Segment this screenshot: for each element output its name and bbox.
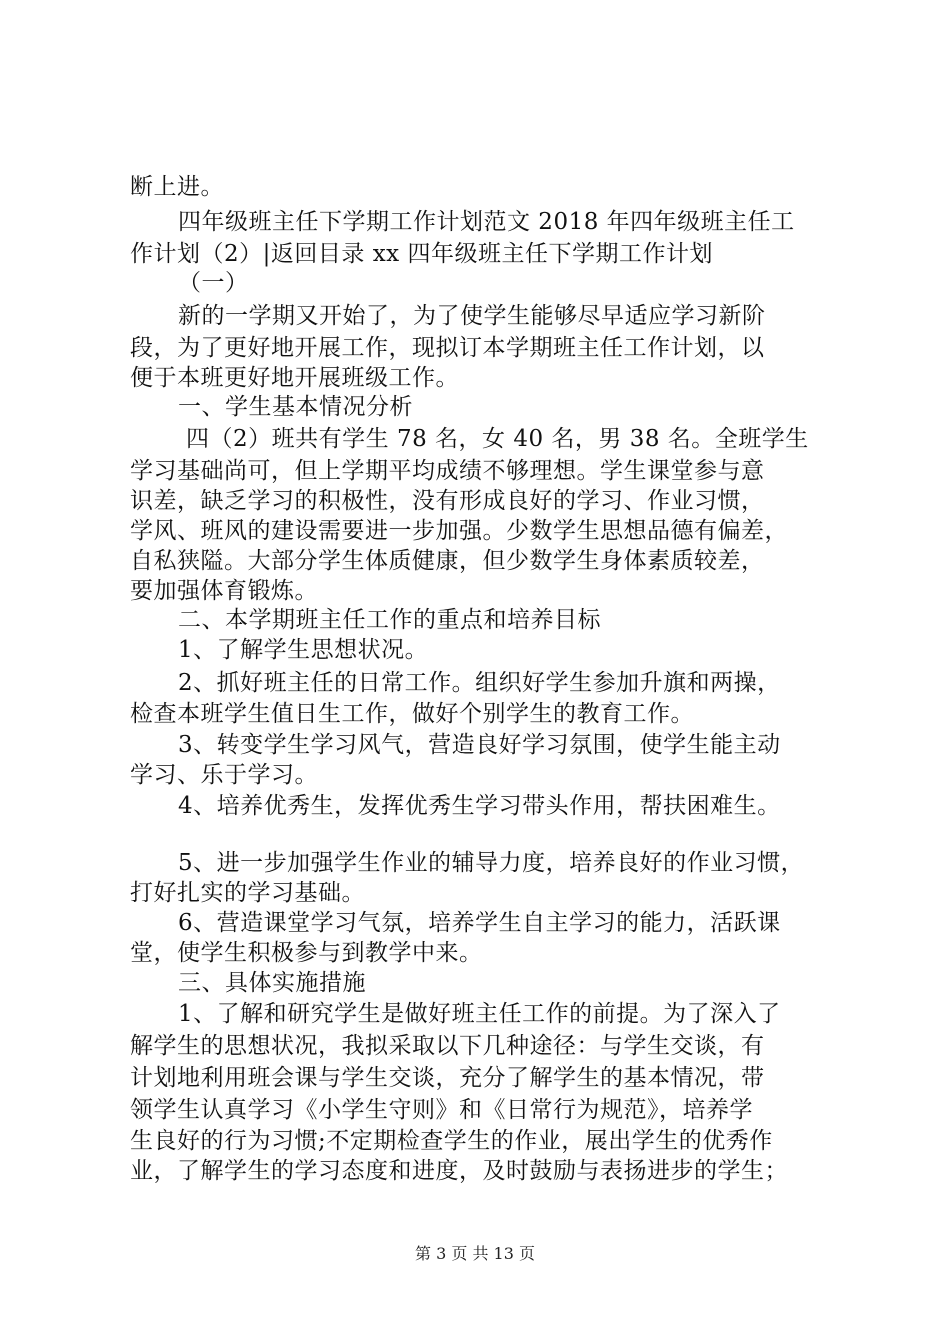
text-line: （一） <box>178 270 249 296</box>
section-heading: 一、学生基本情况分析 <box>178 394 413 420</box>
text-line: 学习基础尚可，但上学期平均成绩不够理想。学生课堂参与意 <box>130 458 765 484</box>
text-line: 断上进。 <box>130 174 224 200</box>
text-line: 解学生的思想状况，我拟采取以下几种途径：与学生交谈，有 <box>130 1033 765 1059</box>
text-line: 6、营造课堂学习气氛，培养学生自主学习的能力，活跃课 <box>178 910 781 936</box>
text-line: 计划地利用班会课与学生交谈，充分了解学生的基本情况，带 <box>130 1065 765 1091</box>
text-line: 4、培养优秀生，发挥优秀生学习带头作用，帮扶困难生。 <box>178 793 781 819</box>
text-line: 5、进一步加强学生作业的辅导力度，培养良好的作业习惯， <box>178 850 805 876</box>
text-line: 领学生认真学习《小学生守则》和《日常行为规范》，培养学 <box>130 1097 753 1123</box>
text-line: 要加强体育锻炼。 <box>130 578 318 604</box>
text-line: 打好扎实的学习基础。 <box>130 880 365 906</box>
text-line: 段，为了更好地开展工作，现拟订本学期班主任工作计划，以 <box>130 335 765 361</box>
text-line: 检查本班学生值日生工作，做好个别学生的教育工作。 <box>130 701 694 727</box>
text-line: 学风、班风的建设需要进一步加强。少数学生思想品德有偏差， <box>130 518 788 544</box>
text-line: 四年级班主任下学期工作计划范文 2018 年四年级班主任工 <box>178 209 795 235</box>
text-line: 1、了解学生思想状况。 <box>178 637 429 663</box>
text-line: 新的一学期又开始了，为了使学生能够尽早适应学习新阶 <box>178 303 766 329</box>
text-line: 生良好的行为习惯;不定期检查学生的作业，展出学生的优秀作 <box>130 1128 773 1154</box>
section-heading: 二、本学期班主任工作的重点和培养目标 <box>178 607 601 633</box>
text-line: 3、转变学生学习风气，营造良好学习氛围，使学生能主动 <box>178 732 781 758</box>
text-line: 2、抓好班主任的日常工作。组织好学生参加升旗和两操， <box>178 670 781 696</box>
section-heading: 三、具体实施措施 <box>178 970 366 996</box>
text-line: 四（2）班共有学生 78 名，女 40 名，男 38 名。全班学生 <box>186 426 809 452</box>
page-number-footer: 第 3 页 共 13 页 <box>415 1244 535 1263</box>
text-line: 自私狭隘。大部分学生体质健康，但少数学生身体素质较差， <box>130 548 765 574</box>
text-line: 学习、乐于学习。 <box>130 762 318 788</box>
text-line: 业，了解学生的学习态度和进度，及时鼓励与表扬进步的学生； <box>130 1158 788 1184</box>
text-line: 识差，缺乏学习的积极性，没有形成良好的学习、作业习惯， <box>130 488 765 514</box>
text-line: 堂，使学生积极参与到教学中来。 <box>130 940 483 966</box>
text-line: 1、了解和研究学生是做好班主任工作的前提。为了深入了 <box>178 1001 781 1027</box>
text-line: 便于本班更好地开展班级工作。 <box>130 365 459 391</box>
text-line: 作计划（2）|返回目录 xx 四年级班主任下学期工作计划 <box>130 241 713 267</box>
